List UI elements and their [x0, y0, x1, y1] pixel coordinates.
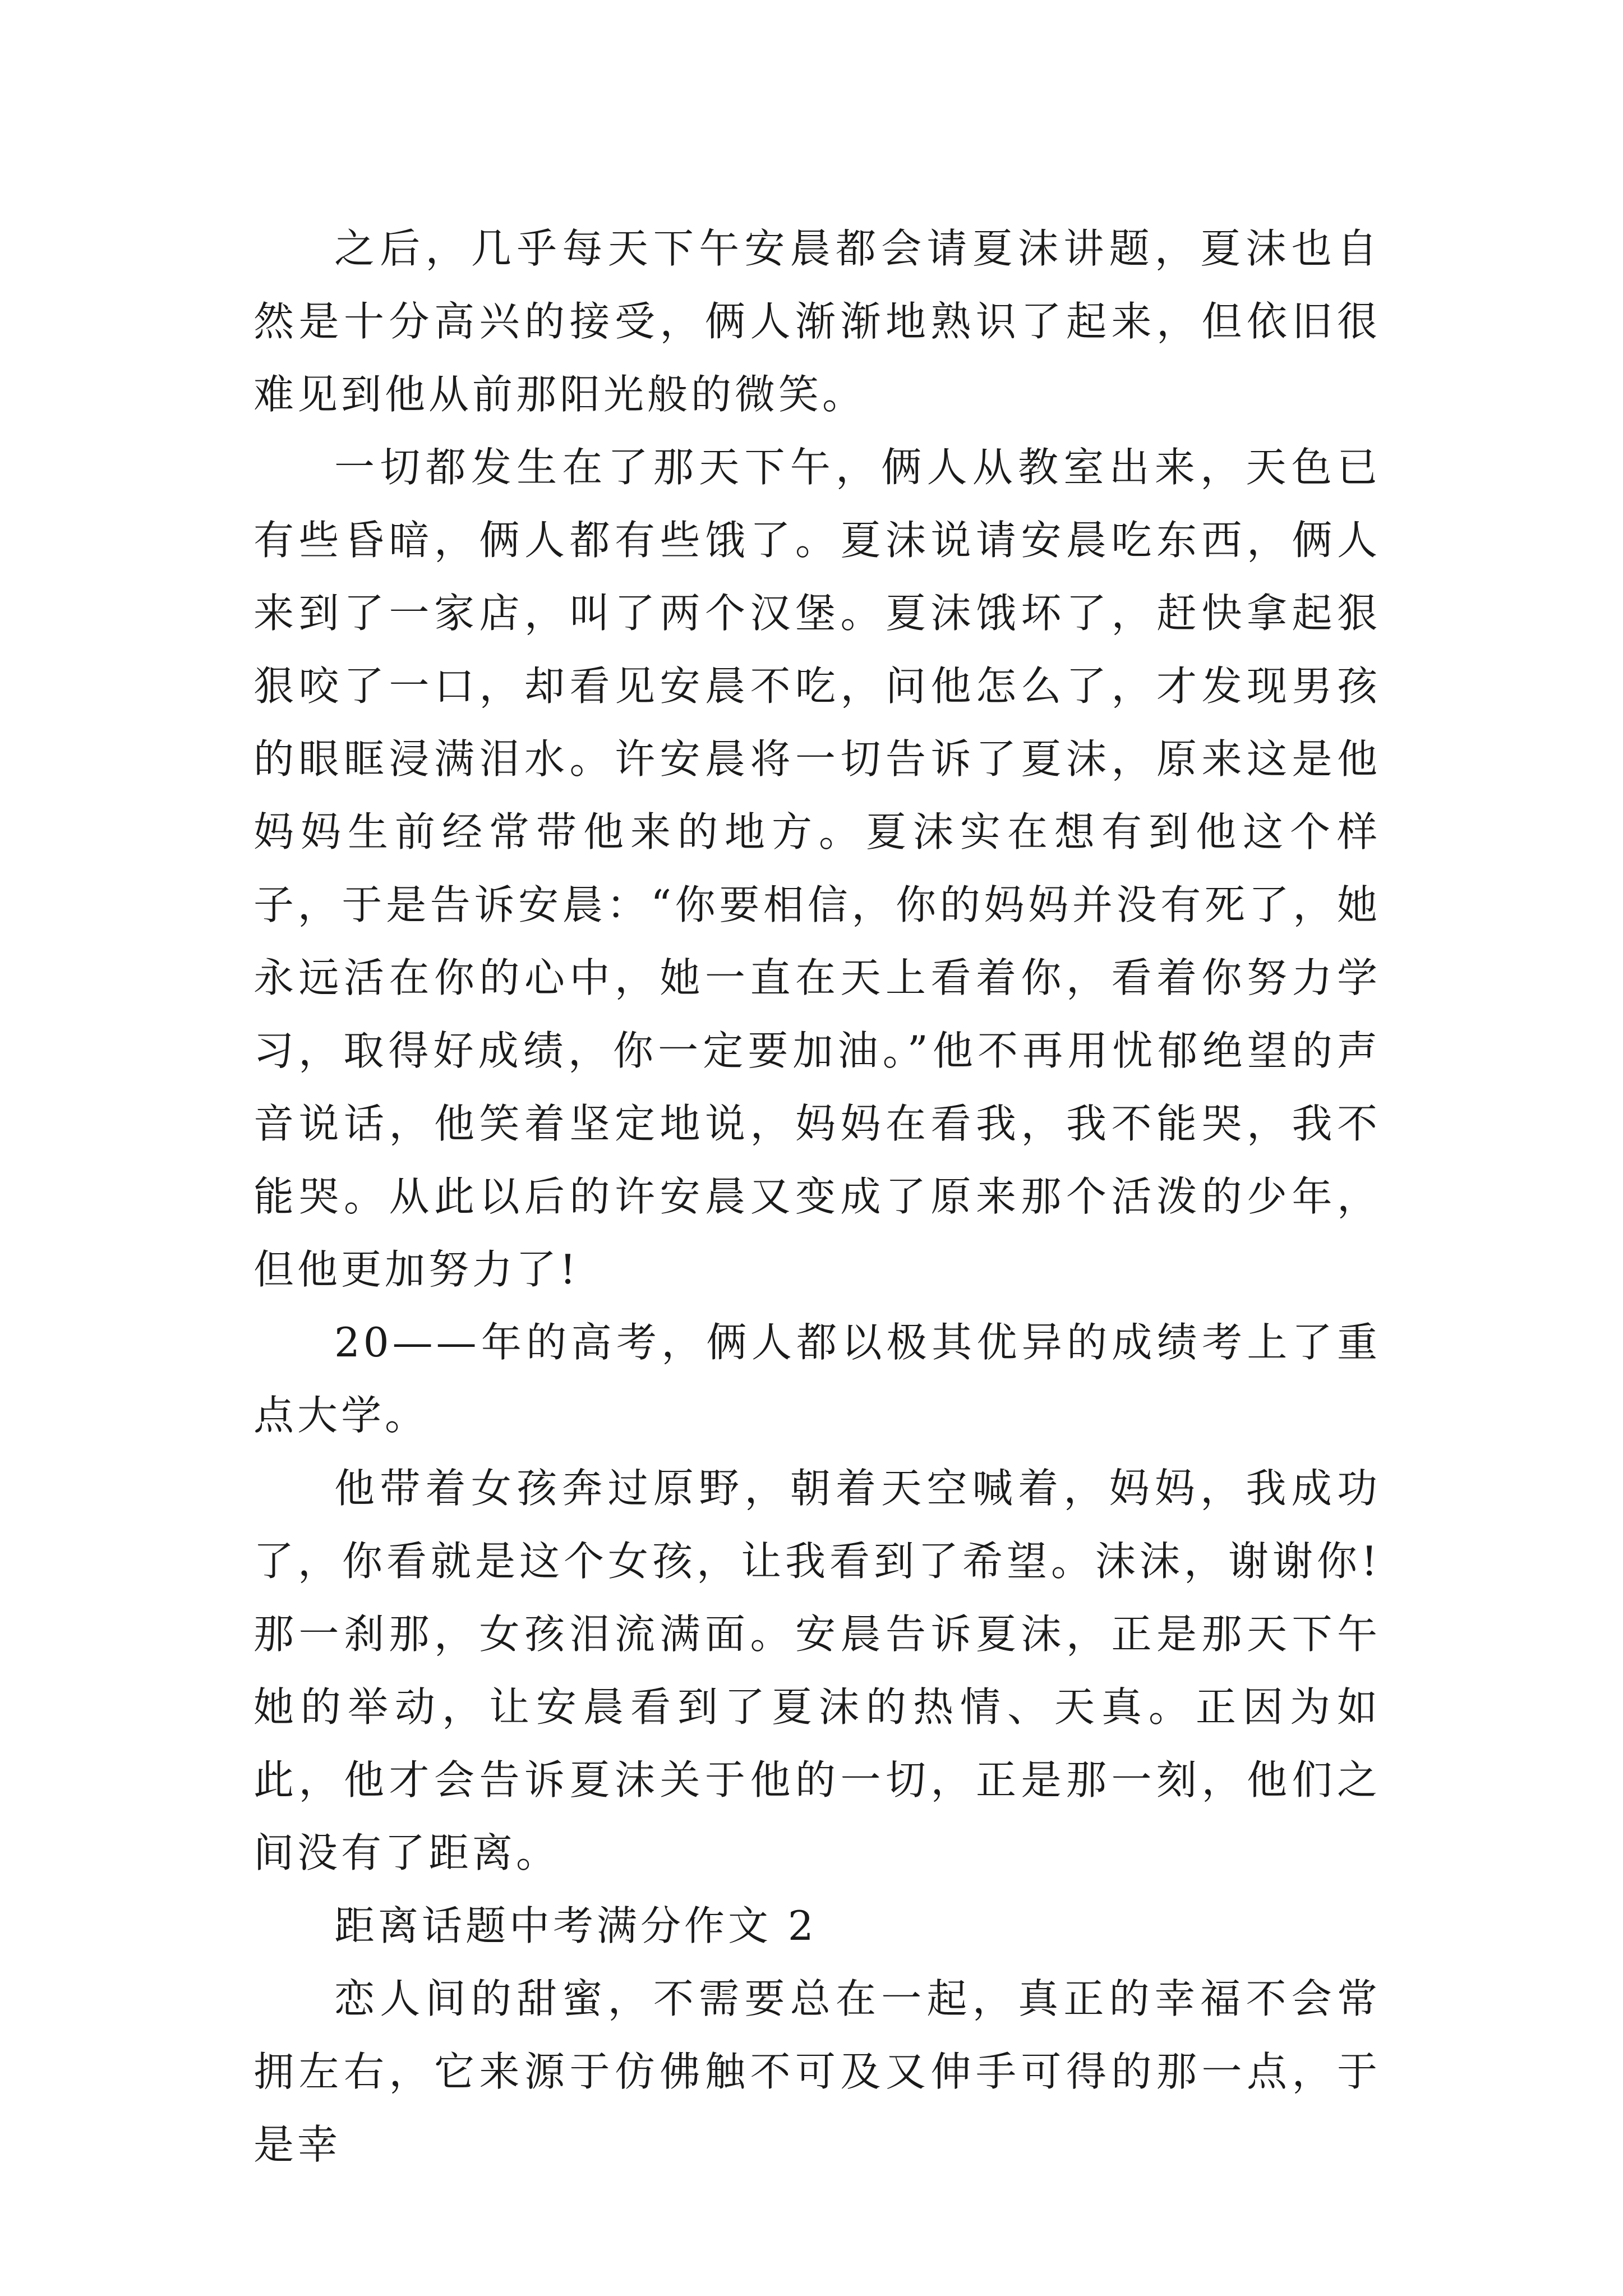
section-heading: 距离话题中考满分作文 2 [334, 1902, 817, 1949]
paragraph-1: 之后，几乎每天下午安晨都会请夏沫讲题，夏沫也自然是十分高兴的接受，俩人渐渐地熟识了起来，但依旧很难见到他从前那阳光般的微笑。 [253, 225, 1381, 418]
paragraph-5: 恋人间的甜蜜，不需要总在一起，真正的幸福不会常拥左右，它来源于仿佛触不可及又伸手可得的那一点，于是幸 [253, 1975, 1381, 2168]
paragraph-3: 20——年的高考，俩人都以极其优异的成绩考上了重点大学。 [253, 1319, 1381, 1439]
paragraph-4: 他带着女孩奔过原野，朝着天空喊着，妈妈，我成功了，你看就是这个女孩，让我看到了希望。沫沫，谢谢你!那一刹那，女孩泪流满面。安晨告诉夏沫，正是那天下午她的举动，让安晨看到了夏沫的热情、天真。正因为如此，他才会告诉夏沫关于他的一切，正是那一刻，他们之间没有了距离。 [253, 1465, 1381, 1876]
paragraph-2: 一切都发生在了那天下午，俩人从教室出来，天色已有些昏暗，俩人都有些饿了。夏沫说请安晨吃东西，俩人来到了一家店，叫了两个汉堡。夏沫饿坏了，赶快拿起狠狠咬了一口，却看见安晨不吃，问他怎么了，才发现男孩的眼眶浸满泪水。许安晨将一切告诉了夏沫，原来这是他妈妈生前经常带他来的地方。夏沫实在想有到他这个样子，于是告诉安晨：“你要相信，你的妈妈并没有死了，她永远活在你的心中，她一直在天上看着你，看着你努力学习，取得好成绩，你一定要加油。”他不再用忧郁绝望的声音说话，他笑着坚定地说，妈妈在看我，我不能哭，我不能哭。从此以后的许安晨又变成了原来那个活泼的少年，但他更加努力了! [253, 444, 1381, 1293]
document-body [253, 212, 1381, 2181]
